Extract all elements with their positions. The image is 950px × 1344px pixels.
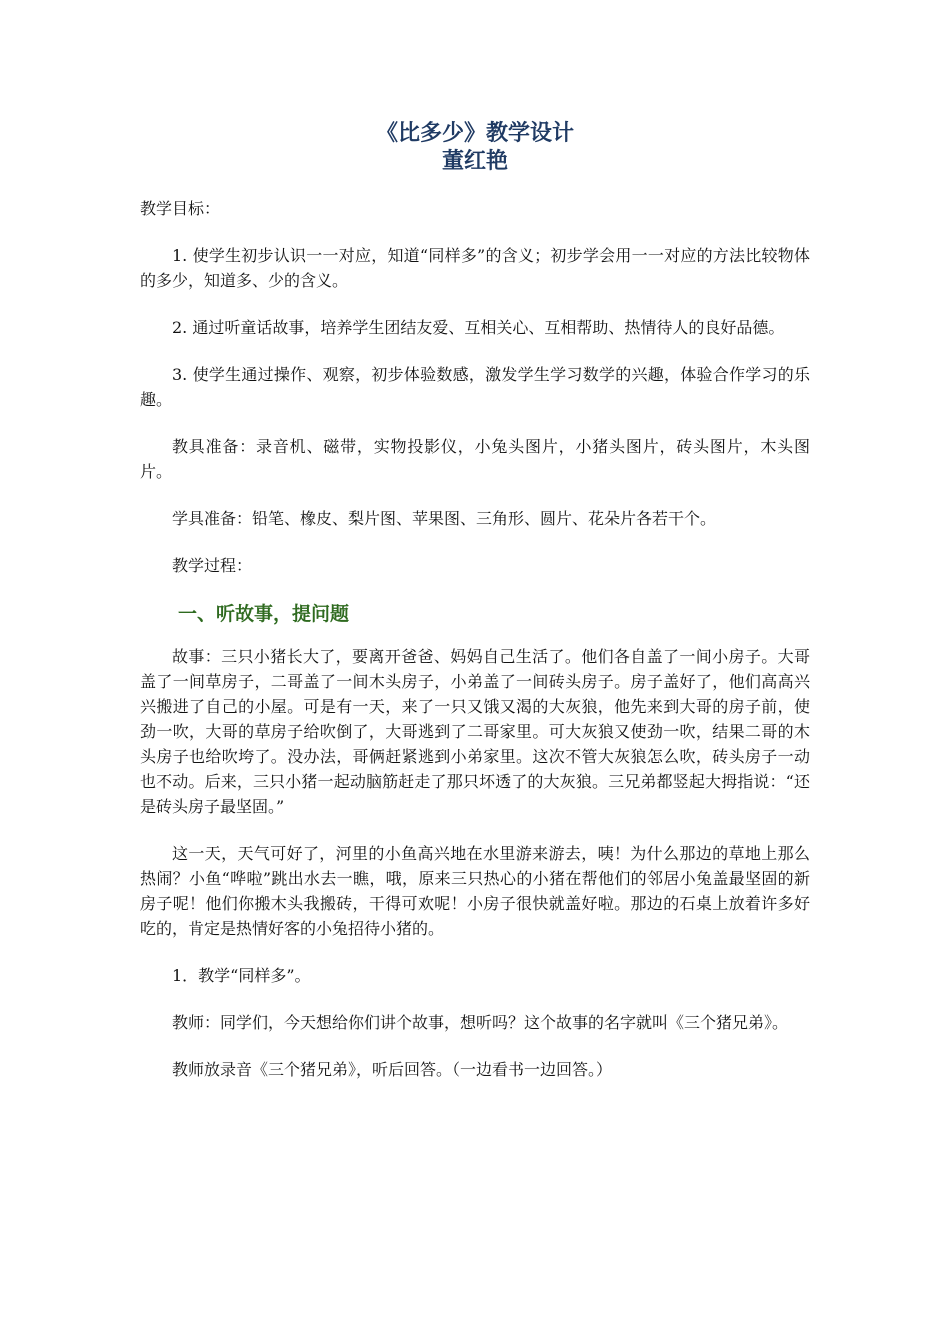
title-block (0, 120, 950, 176)
document-author: 董红艳 (441, 149, 508, 174)
item-1: 1．教学“同样多”。 (172, 966, 311, 985)
goal-2: 2. 通过听童话故事，培养学生团结友爱、互相关心、互相帮助、热情待人的良好品德。 (172, 318, 785, 337)
teaching-aids: 教具准备：录音机、磁带，实物投影仪，小兔头图片，小猪头图片，砖头图片，木头图片。 (140, 437, 810, 481)
section-heading: 一、听故事，提问题 (178, 603, 350, 625)
document-title: 《比多少》教学设计 (375, 121, 574, 146)
document-body (140, 196, 810, 1104)
goal-3: 3. 使学生通过操作、观察，初步体验数感，激发学生学习数学的兴趣，体验合作学习的乐趣。 (140, 365, 810, 409)
story-paragraph-2: 这一天，天气可好了，河里的小鱼高兴地在水里游来游去，咦！为什么那边的草地上那么热闹？小鱼“哗啦”跳出水去一瞧，哦，原来三只热心的小猪在帮他们的邻居小兔盖最坚固的新房子呢！他们你搬木头我搬砖，干得可欢呢！小房子很快就盖好啦。那边的石桌上放着许多好吃的，肯定是热情好客的小兔招待小猪的。 (140, 844, 810, 938)
process-label: 教学过程： (172, 556, 253, 575)
student-aids: 学具准备：铅笔、橡皮、梨片图、苹果图、三角形、圆片、花朵片各若干个。 (172, 509, 717, 528)
story-paragraph-1: 故事：三只小猪长大了，要离开爸爸、妈妈自己生活了。他们各自盖了一间小房子。大哥盖了一间草房子，二哥盖了一间木头房子，小弟盖了一间砖头房子。房子盖好了，他们高高兴兴搬进了自己的小屋。可是有一天，来了一只又饿又渴的大灰狼，他先来到大哥的房子前，使劲一吹，大哥的草房子给吹倒了，大哥逃到了二哥家里。可大灰狼又使劲一吹，结果二哥的木头房子也给吹垮了。没办法，哥俩赶紧逃到小弟家里。这次不管大灰狼怎么吹，砖头房子一动也不动。后来，三只小猪一起动脑筋赶走了那只坏透了的大灰狼。三兄弟都竖起大拇指说：“还是砖头房子最坚固。” (140, 647, 810, 816)
goal-1: 1. 使学生初步认识一一对应，知道“同样多”的含义；初步学会用一一对应的方法比较物体的多少，知道多、少的含义。 (140, 246, 810, 290)
goals-label: 教学目标： (140, 199, 221, 218)
teacher-paragraph-2: 教师放录音《三个猪兄弟》，听后回答。（一边看书一边回答。） (172, 1060, 613, 1079)
teacher-paragraph-1: 教师：同学们，今天想给你们讲个故事，想听吗？这个故事的名字就叫《三个猪兄弟》。 (172, 1013, 789, 1032)
